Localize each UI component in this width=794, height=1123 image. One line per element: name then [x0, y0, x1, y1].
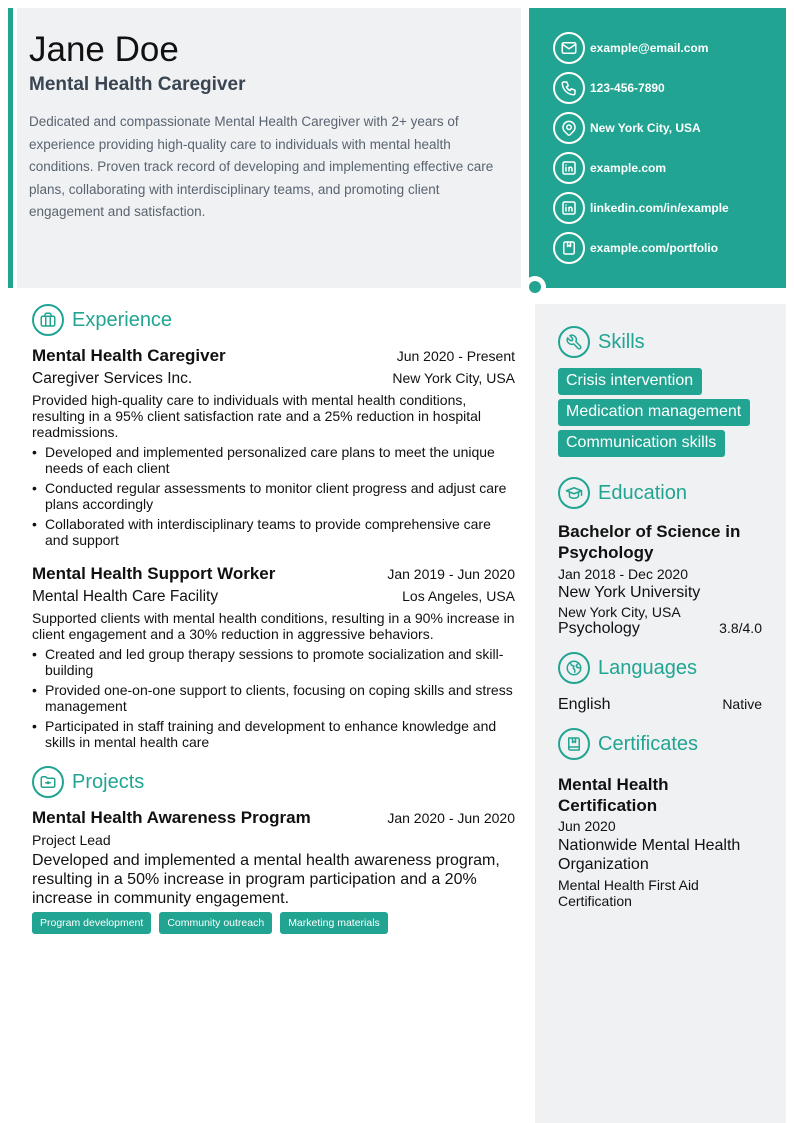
portfolio-icon	[553, 232, 585, 264]
header-accent-bar	[8, 8, 13, 288]
header-connector-dot	[524, 276, 546, 298]
project-tags	[32, 912, 515, 934]
summary-text: Dedicated and compassionate Mental Health Caregiver with 2+ years of experience providing high-quality care to individuals with mental health conditions. Proven track record of developing and implementing effective care plans, collaborating with interdisciplinary teams, and promoting client engagement and satisfaction.	[29, 114, 494, 219]
job-bullet: • Provided one-on-one support to clients, focusing on coping skills and stress management	[32, 682, 515, 714]
header-panel	[17, 8, 521, 288]
contact-website-text[interactable]: example.com	[590, 161, 667, 175]
education-dates: Jan 2018 - Dec 2020	[558, 566, 688, 582]
contact-panel	[529, 8, 786, 288]
languages-section-title: Languages	[598, 656, 697, 679]
certificate-date: Jun 2020	[558, 818, 616, 834]
project-description: Developed and implemented a mental health awareness program, resulting in a 50% increase in program participation and a 20% increase in community engagement.	[32, 852, 500, 907]
job-bullets	[32, 444, 515, 548]
projects-section-title: Projects	[72, 770, 145, 793]
linkedin-icon	[553, 152, 585, 184]
experience-entry	[32, 346, 515, 548]
wrench-icon	[558, 326, 590, 358]
contact-email[interactable]	[553, 32, 786, 64]
job-description: Supported clients with mental health conditions, resulting in a 90% increase in client engagement and a 30% reduction in aggressive behaviors.	[32, 610, 515, 642]
project-tag: Marketing materials	[280, 912, 388, 934]
experience-entry	[32, 564, 515, 750]
briefcase-icon	[32, 304, 64, 336]
project-tag: Community outreach	[159, 912, 272, 934]
education-degree: Bachelor of Science in Psychology	[558, 522, 741, 562]
education-school: New York University	[558, 584, 701, 601]
job-role: Mental Health Support Worker	[32, 564, 276, 583]
job-bullet: • Created and led group therapy sessions to promote socialization and skill-building	[32, 646, 515, 678]
job-bullets	[32, 646, 515, 750]
job-location: New York City, USA	[392, 370, 515, 386]
contact-linkedin-text[interactable]: linkedin.com/in/example	[590, 201, 729, 215]
education-gpa: 3.8/4.0	[719, 620, 762, 636]
job-company: Mental Health Care Facility	[32, 588, 219, 605]
skill-tag: Communication skills	[558, 430, 725, 457]
job-bullet: • Conducted regular assessments to monitor client progress and adjust care plans accordingly	[32, 480, 515, 512]
header-connector-dot-inner	[529, 281, 541, 293]
job-location: Los Angeles, USA	[402, 588, 515, 604]
experience-section-header	[32, 304, 515, 336]
candidate-name: Jane Doe	[29, 30, 179, 69]
contact-portfolio-text[interactable]: example.com/portfolio	[590, 241, 719, 255]
job-company: Caregiver Services Inc.	[32, 370, 193, 387]
certificate-description: Mental Health First Aid Certification	[558, 877, 699, 909]
contact-phone-text[interactable]: 123-456-7890	[590, 81, 665, 95]
job-bullet: • Participated in staff training and development to enhance knowledge and skills in mental health care	[32, 718, 515, 750]
language-row	[558, 696, 762, 714]
certificate-issuer: Nationwide Mental Health Organization	[558, 837, 741, 873]
certificate-name: Mental Health Certification	[558, 775, 669, 815]
certificates-section-header	[558, 728, 762, 760]
job-bullet: • Developed and implemented personalized care plans to meet the unique needs of each client	[32, 444, 515, 476]
contact-phone[interactable]	[553, 72, 786, 104]
folder-icon	[32, 766, 64, 798]
main-column	[32, 304, 515, 934]
language-name: English	[558, 696, 611, 713]
education-location: New York City, USA	[558, 604, 681, 620]
job-bullet: • Collaborated with interdisciplinary teams to provide comprehensive care and support	[32, 516, 515, 548]
languages-section-header	[558, 652, 762, 684]
job-description: Provided high-quality care to individuals with mental health conditions, resulting in a 95% client satisfaction rate and a 25% reduction in hospital readmissions.	[32, 392, 482, 440]
language-level: Native	[722, 696, 762, 712]
job-dates: Jan 2019 - Jun 2020	[387, 566, 515, 582]
phone-icon	[553, 72, 585, 104]
project-name: Mental Health Awareness Program	[32, 808, 311, 827]
candidate-title: Mental Health Caregiver	[29, 74, 246, 95]
education-field: Psychology	[558, 620, 640, 637]
job-dates: Jun 2020 - Present	[396, 348, 515, 364]
graduation-cap-icon	[558, 477, 590, 509]
linkedin-icon	[553, 192, 585, 224]
project-tag: Program development	[32, 912, 151, 934]
job-role: Mental Health Caregiver	[32, 346, 226, 365]
skills-section-title: Skills	[598, 330, 645, 353]
contact-linkedin[interactable]	[553, 192, 786, 224]
globe-icon	[558, 652, 590, 684]
projects-section-header	[32, 766, 515, 798]
contact-location	[553, 112, 786, 144]
skills-list	[558, 368, 762, 461]
contact-email-text[interactable]: example@email.com	[590, 41, 709, 55]
sidebar	[535, 304, 786, 1123]
experience-section-title: Experience	[72, 308, 173, 331]
project-entry	[32, 808, 515, 934]
project-dates: Jan 2020 - Jun 2020	[387, 810, 515, 826]
education-section-header	[558, 477, 762, 509]
education-field-row	[558, 620, 762, 638]
skills-section-header	[558, 326, 762, 358]
project-role: Project Lead	[32, 832, 111, 848]
certificates-section-title: Certificates	[598, 732, 699, 755]
contact-portfolio[interactable]	[553, 232, 786, 264]
contact-location-text: New York City, USA	[590, 121, 701, 135]
certificate-icon	[558, 728, 590, 760]
skill-tag: Medication management	[558, 399, 750, 426]
envelope-icon	[553, 32, 585, 64]
education-section-title: Education	[598, 481, 687, 504]
map-pin-icon	[553, 112, 585, 144]
skill-tag: Crisis intervention	[558, 368, 702, 395]
contact-website[interactable]	[553, 152, 786, 184]
